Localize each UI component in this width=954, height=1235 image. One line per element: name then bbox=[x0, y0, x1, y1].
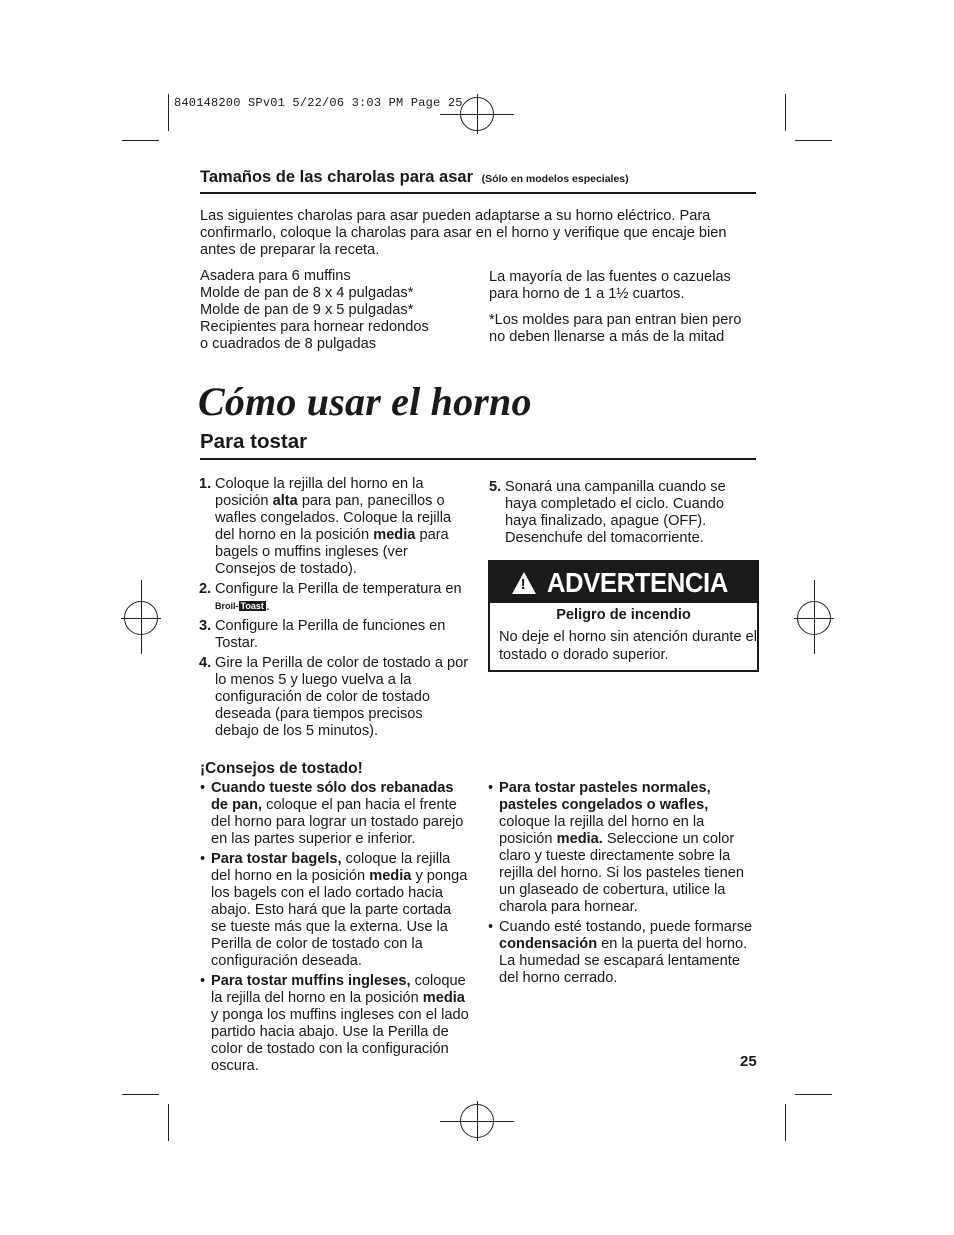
step-text-bold: alta bbox=[272, 493, 298, 509]
warning-header bbox=[490, 562, 757, 603]
warning-subtitle: Peligro de incendio bbox=[556, 607, 691, 623]
crop-mark bbox=[795, 1094, 832, 1095]
logo-text: Broil bbox=[215, 601, 236, 611]
tip-text: Cuando esté tostando, puede formarse bbox=[499, 919, 753, 935]
pan-list-item: Recipientes para hornear redondos bbox=[200, 319, 429, 335]
section-rule bbox=[200, 192, 756, 194]
tip-item: • Cuando esté tostando, puede formarse condensación en la puerta del horno. La humedad se escapará lentamente del horno cerrado. bbox=[488, 919, 753, 986]
pan-list-item: Molde de pan de 9 x 5 pulgadas* bbox=[200, 302, 414, 318]
tip-item: • Para tostar pasteles normales, pasteles congelados o wafles, coloque la rejilla del horno en la posición media. Seleccione un color claro y tueste directamente sobre la rejilla del horno. Si los pasteles tienen un glaseado de cobertura, utilice la charola para hornear. bbox=[488, 780, 744, 915]
tip-text: y ponga los bagels con el lado cortado hacia abajo. Esto hará que la parte cortada se tueste más que la externa. Use la Perilla de color de tostado con la configuración deseada. bbox=[211, 868, 468, 969]
step-number: 3. bbox=[199, 618, 212, 634]
step-text-bold: media bbox=[373, 527, 416, 543]
registration-line bbox=[477, 1101, 478, 1141]
tip-bold: Para tostar bagels, bbox=[211, 851, 342, 867]
tips-list-left bbox=[200, 780, 470, 1078]
step-item bbox=[200, 476, 470, 578]
tip-bold: media bbox=[369, 868, 412, 884]
tip-text: coloque la rejilla del horno en la posición bbox=[211, 851, 451, 884]
tip-bold: Para tostar pasteles normales, pasteles congelados o wafles, bbox=[499, 780, 711, 813]
step-number: 4. bbox=[199, 655, 212, 671]
step-text: para pan, panecillos o wafles congelados. Coloque la rejilla del horno en la posición bbox=[215, 493, 452, 543]
tip-text: coloque la rejilla del horno en la posición bbox=[211, 973, 466, 1006]
tip-bold: Para tostar muffins ingleses, bbox=[211, 973, 411, 989]
tip-text: coloque la rejilla del horno en la posición bbox=[499, 814, 705, 847]
section-heading-note: (Sólo en modelos especiales) bbox=[481, 173, 629, 185]
print-slug: 840148200 SPv01 5/22/06 3:03 PM Page 25 bbox=[174, 96, 463, 110]
step-number: 2. bbox=[199, 581, 212, 597]
warning-box bbox=[488, 560, 759, 672]
step-item bbox=[200, 618, 470, 652]
pan-note-casseroles: La mayoría de las fuentes o cazuelas para horno de 1 a 1½ cuartos. bbox=[489, 269, 731, 302]
pan-list-item: Asadera para 6 muffins bbox=[200, 268, 351, 284]
tips-list-right bbox=[488, 780, 760, 990]
warning-title: ADVERTENCIA bbox=[546, 566, 728, 598]
steps-list-left bbox=[200, 476, 470, 743]
tip-text: y ponga los muffins ingleses con el lado partido hacia abajo. Use la Perilla de color de tostado con la configuración oscura. bbox=[211, 1007, 469, 1074]
tip-text: Seleccione un color claro y tueste directamente sobre la rejilla del horno. Si los pasteles tienen un glaseado de cobertura, utilice la charola para hornear. bbox=[499, 831, 744, 915]
registration-line bbox=[141, 580, 142, 654]
step-item bbox=[490, 479, 752, 547]
page-number: 25 bbox=[740, 1053, 757, 1070]
tip-text: en la puerta del horno. La humedad se escapará lentamente del horno cerrado. bbox=[499, 936, 748, 986]
broil-toast-logo-icon: Broil- Toast bbox=[215, 601, 264, 611]
tip-text: coloque el pan hacia el frente del horno para lograr un tostado parejo en las partes superior e inferior. bbox=[211, 797, 464, 847]
section-heading-charolas bbox=[200, 168, 629, 187]
step-item: 2. Configure la Perilla de temperatura en Broil- Toast . bbox=[199, 581, 462, 614]
warning-body: No deje el horno sin atención durante el tostado o dorado superior. bbox=[499, 629, 757, 663]
pan-list-item: o cuadrados de 8 pulgadas bbox=[200, 336, 377, 352]
steps-list-right bbox=[490, 479, 752, 550]
registration-line bbox=[477, 94, 478, 134]
intro-paragraph: Las siguientes charolas para asar pueden adaptarse a su horno eléctrico. Para confirmarlo, coloque la charolas para asar en el horno y verifique que encaje bien antes de preparar la receta. bbox=[200, 208, 727, 258]
crop-mark bbox=[168, 94, 169, 131]
pan-notes bbox=[489, 269, 759, 355]
tip-item: • Cuando tueste sólo dos rebanadas de pan, coloque el pan hacia el frente del horno para lograr un tostado parejo en las partes superior e inferior. bbox=[200, 780, 464, 847]
warning-triangle-icon: ! bbox=[512, 572, 536, 594]
pan-list bbox=[200, 268, 460, 353]
step-number: 1. bbox=[199, 476, 212, 492]
tip-bold: media. bbox=[556, 831, 603, 847]
tip-item: • Para tostar bagels, coloque la rejilla del horno en la posición media y ponga los bagels con el lado cortado hacia abajo. Esto hará que la parte cortada se tueste más que la externa. Use la Perilla de color de tostado con la configuración deseada. bbox=[200, 851, 468, 969]
step-text: Sonará una campanilla cuando se haya completado el ciclo. Cuando haya finalizado, apague (OFF). Desenchufe del tomacorriente. bbox=[505, 479, 726, 546]
section-rule bbox=[200, 458, 756, 460]
crop-mark bbox=[785, 94, 786, 131]
tip-bold: media bbox=[422, 990, 465, 1006]
crop-mark bbox=[168, 1104, 169, 1141]
page-title: Cómo usar el horno bbox=[198, 379, 532, 424]
crop-mark bbox=[122, 1094, 159, 1095]
registration-line bbox=[814, 580, 815, 654]
tip-item: • Para tostar muffins ingleses, coloque la rejilla del horno en la posición media y ponga los muffins ingleses con el lado partido hacia abajo. Use la Perilla de color de tostado con la configuración oscura. bbox=[200, 973, 469, 1074]
section-heading-para-tostar: Para tostar bbox=[200, 430, 308, 453]
tip-bold: Cuando tueste sólo dos rebanadas de pan, bbox=[211, 780, 454, 813]
tip-bold: condensación bbox=[499, 936, 598, 952]
section-heading-text: Tamaños de las charolas para asar bbox=[200, 168, 473, 186]
crop-mark bbox=[785, 1104, 786, 1141]
step-item bbox=[200, 655, 470, 740]
tips-heading: ¡Consejos de tostado! bbox=[200, 760, 363, 777]
step-text: Configure la Perilla de funciones en Tostar. bbox=[215, 618, 446, 651]
step-text: Configure la Perilla de temperatura en bbox=[215, 581, 462, 597]
step-number: 5. bbox=[489, 479, 502, 495]
step-text: Gire la Perilla de color de tostado a por lo menos 5 y luego vuelva a la configuración de color de tostado deseada (para tiempos precisos debajo de los 5 minutos). bbox=[215, 655, 469, 739]
step-text: Coloque la rejilla del horno en la posición bbox=[215, 476, 424, 509]
logo-text: Toast bbox=[240, 601, 264, 611]
step-text: para bagels o muffins ingleses (ver Consejos de tostado). bbox=[215, 527, 449, 577]
pan-note-footnote: *Los moldes para pan entran bien pero no deben llenarse a más de la mitad bbox=[489, 312, 742, 345]
crop-mark bbox=[795, 140, 832, 141]
pan-list-item: Molde de pan de 8 x 4 pulgadas* bbox=[200, 285, 414, 301]
crop-mark bbox=[122, 140, 159, 141]
